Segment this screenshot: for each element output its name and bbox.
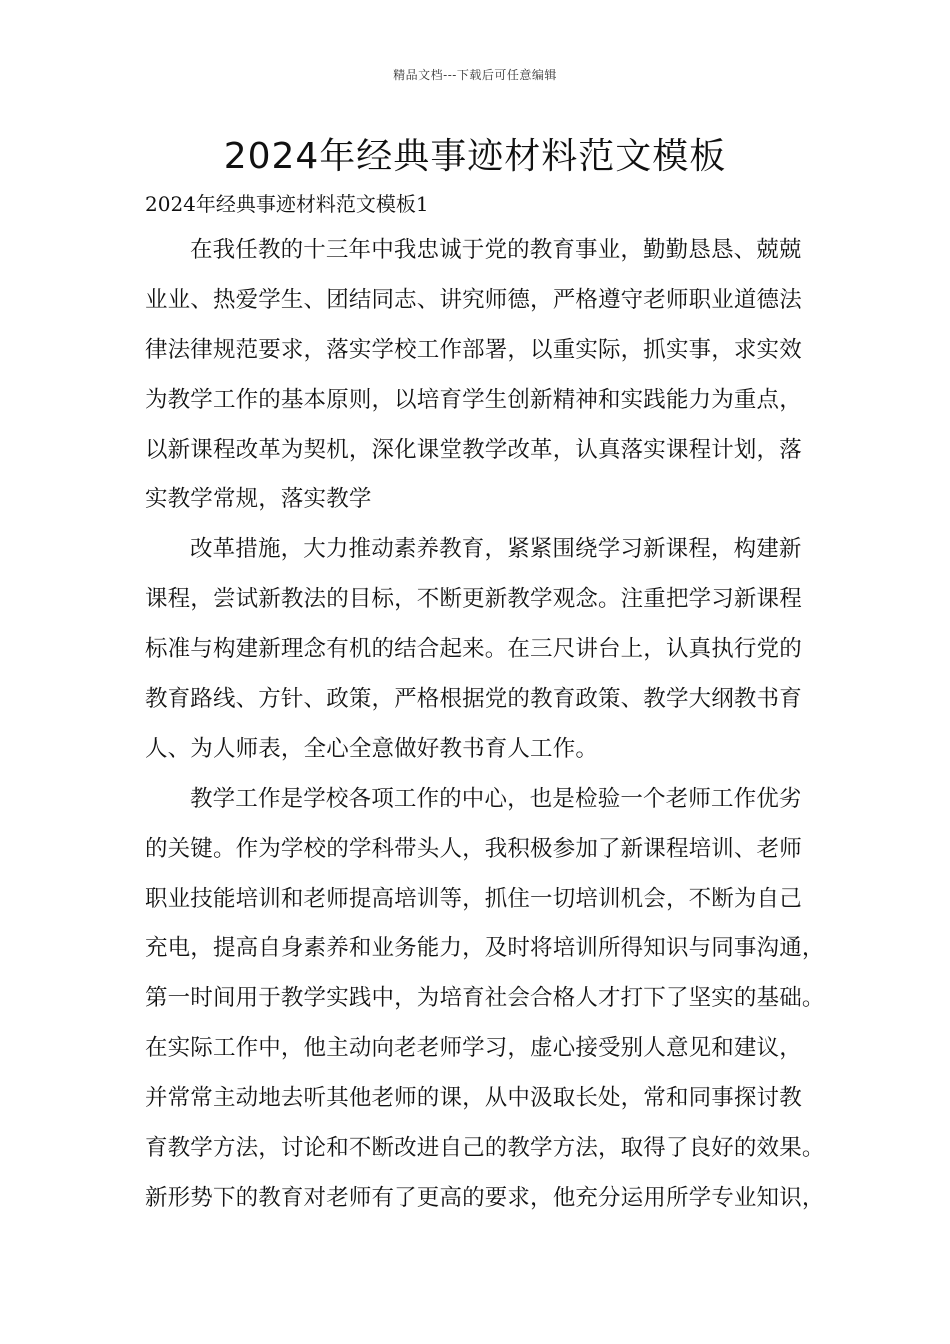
paragraph-line: 职业技能培训和老师提高培训等，抓住一切培训机会，不断为自己 — [145, 885, 802, 912]
paragraph-line: 实教学常规，落实教学 — [145, 486, 372, 513]
paragraph-line: 并常常主动地去听其他老师的课，从中汲取长处，常和同事探讨教 — [145, 1085, 802, 1112]
paragraph-line: 在实际工作中，他主动向老老师学习，虚心接受别人意见和建议， — [145, 1035, 802, 1062]
section-subtitle: 2024年经典事迹材料范文模板1 — [145, 192, 429, 216]
paragraph-line: 育教学方法，讨论和不断改进自己的教学方法，取得了良好的效果。 — [145, 1135, 825, 1162]
paragraph-line: 新形势下的教育对老师有了更高的要求，他充分运用所学专业知识， — [145, 1184, 825, 1211]
paragraph-line: 律法律规范要求，落实学校工作部署，以重实际，抓实事，求实效 — [145, 336, 802, 363]
paragraph-line: 为教学工作的基本原则，以培育学生创新精神和实践能力为重点， — [145, 386, 802, 413]
paragraph-line: 以新课程改革为契机，深化课堂教学改革，认真落实课程计划，落 — [145, 436, 802, 463]
paragraph-line: 业业、热爱学生、团结同志、讲究师德，严格遵守老师职业道德法 — [145, 286, 802, 313]
document-title: 2024年经典事迹材料范文模板 — [223, 136, 727, 177]
paragraph-line: 教学工作是学校各项工作的中心，也是检验一个老师工作优劣 — [190, 785, 802, 812]
paragraph-line: 改革措施，大力推动素养教育，紧紧围绕学习新课程，构建新 — [190, 536, 802, 563]
document-body — [145, 230, 825, 1228]
paragraph-line: 的关键。作为学校的学科带头人，我积极参加了新课程培训、老师 — [145, 835, 802, 862]
paragraph-line: 在我任教的十三年中我忠诚于党的教育事业，勤勤恳恳、兢兢 — [190, 237, 802, 263]
paragraph-line: 充电，提高自身素养和业务能力，及时将培训所得知识与同事沟通， — [145, 935, 825, 962]
paragraph-line: 课程，尝试新教法的目标，不断更新教学观念。注重把学习新课程 — [145, 586, 802, 613]
paragraph-line: 第一时间用于教学实践中，为培育社会合格人才打下了坚实的基础。 — [145, 985, 825, 1012]
paragraph-line: 人、为人师表，全心全意做好教书育人工作。 — [145, 735, 599, 762]
paragraph-line: 教育路线、方针、政策，严格根据党的教育政策、教学大纲教书育 — [145, 686, 802, 713]
header-note: 精品文档---下载后可任意编辑 — [393, 68, 557, 82]
paragraph-line: 标准与构建新理念有机的结合起来。在三尺讲台上，认真执行党的 — [145, 636, 802, 663]
